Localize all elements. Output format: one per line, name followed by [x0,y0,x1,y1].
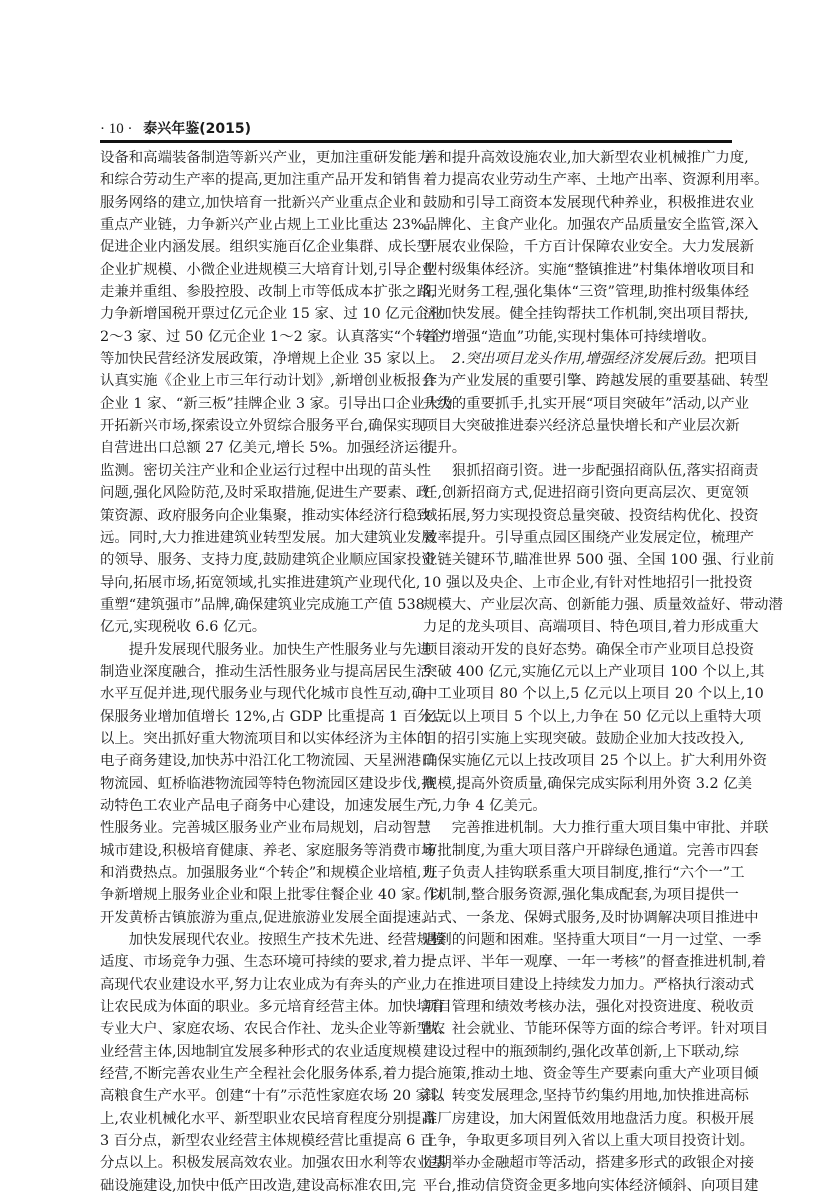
header-rule [100,140,732,143]
text-line: 电子商务建设,加快苏中沿江化工物流园、天星洲港口 [100,753,436,770]
paragraph [423,817,769,1197]
text-line: 鼓励和引导工商资本发展现代种养业，积极推进农业 [423,194,754,211]
text-line: 策资源、政府服务向企业集聚，推动实体经济行稳致 [100,507,431,524]
text-line: 济加快发展。健全挂钩帮扶工作机制,突出项目帮扶, [423,306,749,323]
text-line: 企业 1 家、“新三板”挂牌企业 3 家。引导出口企业大力 [100,395,454,412]
text-line [423,348,758,370]
text-line: 建设过程中的瓶颈制约,强化改革创新,上下联动,综 [423,1043,739,1060]
paragraph [100,639,446,929]
text-line: 着力提高农业劳动生产率、土地产出率、资源利用率。 [423,172,769,189]
text-line: 促进企业内涵发展。组织实施百亿企业集群、成长型 [100,239,431,256]
right-column [423,147,783,1197]
text-line: 提升发展现代服务业。加快生产性服务业与先进 [128,641,432,658]
text-line: 监测。密切关注产业和企业运行过程中出现的苗头性 [100,462,431,479]
text-line: 经营,不断完善农业生产全程社会化服务体系,着力提 [100,1066,426,1083]
text-line: 设备和高端装备制造等新兴产业，更加注重研发能力 [100,150,431,166]
text-line: 定期举办金融超市等活动，搭建多形式的政银企对接 [423,1155,754,1172]
text-line: 型村级集体经济。实施“整镇推进”村集体增收项目和 [423,261,755,278]
text-line: 项目滚动开发的良好态势。确保全市产业项目总投资 [423,641,754,658]
text-line: 制造业深度融合，推动生活性服务业与提高居民生活 [100,663,431,680]
text-line: 中工业项目 80 个以上,5 亿元以上项目 20 个以上,10 [423,686,764,703]
text-line: 开展农业保险，千方百计保障农业安全。大力发展新 [423,239,754,256]
text-line: 项目大突破推进泰兴经济总量快增长和产业层次新 [423,418,740,435]
text-line: 以上。突出抓好重大物流项目和以实体经济为主体的 [100,730,431,747]
text-line: 狠抓招商引资。进一步配强招商队伍,落实招商责 [451,462,759,479]
text-line: 作为产业发展的重要引擎、跨越发展的重要基础、转型 [423,373,769,390]
text-line: 分点以上。积极发展高效农业。加强农田水利等农业基 [100,1155,446,1172]
text-line: 高现代农业建设水平,努力让农业成为有奔头的产业, [100,976,426,993]
text-line: 确保实施亿元以上技改项目 25 个以上。扩大利用外资 [423,753,768,770]
left-column [100,147,454,1197]
text-line: 等加快民营经济发展政策，净增规上企业 35 家以上。 [100,351,445,368]
text-line: 动特色工农业产品电子商务中心建设，加速发展生产 [100,797,431,814]
text-line: 加快发展现代农业。按照生产技术先进、经营规模 [128,932,446,949]
text-line: 远。同时,大力推进建筑业转型发展。加大建筑业发展 [100,529,436,546]
text-line: 导向,拓展市场,拓宽领域,扎实推进建筑产业现代化, [100,574,421,591]
paragraph [423,460,783,818]
paragraph [423,147,769,348]
text-line: 10 强以及央企、上市企业,有针对性地招引一批投资 [423,574,753,591]
text-line: 走兼并重组、参股控股、改制上市等低成本扩张之路, [100,284,436,301]
text-line: 的领导、服务、支持力度,鼓励建筑企业顺应国家投资 [100,552,436,569]
text-line: 亿元以上项目 5 个以上,力争在 50 亿元以上重特大项 [423,708,762,725]
text-line: 准厂房建设，加大闲置低效用地盘活力度。积极开展 [423,1110,754,1127]
text-line: 提升。 [423,440,467,457]
paragraph [423,348,769,460]
text-line: 水平互促并进,现代服务业与现代化城市良性互动,确 [100,686,426,703]
text-line: 2～3 家、过 50 亿元企业 1～2 家。认真落实“个转企” [100,328,452,345]
text-line: 献、社会就业、节能环保等方面的综合考评。针对项目 [423,1021,769,1038]
text-line: 任,创新招商方式,促进招商引资向更高层次、更宽领 [423,485,749,502]
text-line: 规模大、产业层次高、创新能力强、质量效益好、带动潜 [423,596,783,613]
text-line: 品牌化、主食产业化。加强农产品质量安全监管,深入 [423,217,759,234]
section-heading: 2.突出项目龙头作用,增强经济发展后劲。 [451,351,715,368]
text-line: 规模,提高外资质量,确保完成实际利用外资 3.2 亿美 [423,775,752,792]
text-line: 力争新增国税开票过亿元企业 15 家、过 10 亿元企业 [100,306,443,323]
text-line: 重点产业链，力争新兴产业占规上工业比重达 23%。 [100,217,439,234]
text-line: 突破 400 亿元,实施亿元以上产业项目 100 个以上,其 [423,663,765,680]
text-line: 作机制,整合服务资源,强化集成配套,为项目提供一 [423,887,739,904]
text-line: 物流园、虹桥临港物流园等特色物流园区建设步伐,推 [100,775,436,792]
text-line: 班子负责人挂钩联系重大项目制度,推行“六个一”工 [423,865,745,881]
text-line: 高粮食生产水平。创建“十有”示范性家庭农场 20 家以 [100,1088,445,1105]
text-line: 完善推进机制。大力推行重大项目集中审批、并联 [451,820,769,837]
text-line: 和综合劳动生产率的提高,更加注重产品开发和销售 [100,172,422,189]
text-line: 合施策,推动土地、资金等生产要素向重大产业项目倾 [423,1066,759,1083]
running-header [100,118,251,138]
text-line: 自营进出口总额 27 亿美元,增长 5%。加强经济运行 [100,440,433,457]
text-line: 力足的龙头项目、高端项目、特色项目,着力形成重大 [423,619,759,636]
text-line: 域拓展,努力实现投资总量突破、投资结构优化、投资 [423,507,759,524]
text-line: 服务网络的建立,加快培育一批新兴产业重点企业和 [100,194,422,211]
text-line: 目的招引实施上实现突破。鼓励企业加大技改投入, [423,730,745,747]
text-line: 础设施建设,加快中低产田改造,建设高标准农田,完 [100,1177,416,1194]
text-line: 力在推进项目建设上持续发力加力。严格执行滚动式 [423,976,754,993]
text-line: 开发黄桥古镇旅游为重点,促进旅游业发展全面提速。 [100,909,436,926]
text-line: 亿元,实现税收 6.6 亿元。 [100,619,267,636]
text-line: 效率提升。引导重点园区围绕产业发展定位，梳理产 [423,529,754,546]
text-line: 问题,强化风险防范,及时采取措施,促进生产要素、政 [100,485,431,502]
text-line: 和消费热点。加强服务业“个转企”和规模企业培植,力 [100,865,436,881]
text-run: 把项目 [714,351,758,368]
page-number: · 10 · [100,121,133,137]
text-line: 站式、一条龙、保姆式服务,及时协调解决项目推进中 [423,909,759,926]
text-line: 业链关键环节,瞄准世界 500 强、全国 100 强、行业前 [423,552,775,569]
text-line: 专业大户、家庭农场、农民合作社、龙头企业等新型农 [100,1021,446,1038]
text-line: 善和提升高效设施农业,加大新型农业机械推广力度, [423,150,749,166]
text-line: 阳光财务工程,强化集体“三资”管理,助推村级集体经 [423,284,750,301]
text-line: 保服务业增加值增长 12%,占 GDP 比重提高 1 百分点 [100,708,446,725]
text-line: 上,农业机械化水平、新型职业农民培育程度分别提高 [100,1110,436,1127]
text-line: 平台,推动信贷资金更多地向实体经济倾斜、向项目建 [423,1177,759,1194]
text-line: 斜。转变发展理念,坚持节约集约用地,加快推进高标 [423,1088,749,1105]
text-line: 3 百分点，新型农业经营主体规模经营比重提高 6 百 [100,1133,435,1150]
text-line: 升级的重要抓手,扎实开展“项目突破年”活动,以产业 [423,395,750,412]
book-title: 泰兴年鉴(2015) [143,121,252,137]
text-line: 业经营主体,因地制宜发展多种形式的农业适度规模 [100,1043,422,1060]
text-line: 审批制度,为重大项目落户开辟绿色通道。完善市四套 [423,842,759,859]
text-line: 一点评、半年一观摩、一年一考核”的督查推进机制,着 [423,954,766,971]
text-line: 城市建设,积极培育健康、养老、家庭服务等消费市场 [100,842,436,859]
paragraph [100,929,446,1197]
text-line: 让农民成为体面的职业。多元培育经营主体。加快培育 [100,999,446,1016]
text-line: 着力增强“造血”功能,实现村集体可持续增收。 [423,328,716,345]
text-line: 争新增规上服务业企业和限上批零住餐企业 40 家。以 [100,887,445,904]
text-line: 企业扩规模、小微企业进规模三大培育计划,引导企业 [100,261,436,278]
text-line: 性服务业。完善城区服务业产业布局规划，启动智慧 [100,820,431,837]
text-line: 认真实施《企业上市三年行动计划》,新增创业板报会 [100,373,436,390]
text-line: 适度、市场竞争力强、生态环境可持续的要求,着力提 [100,954,436,971]
text-line: 遇到的问题和困难。坚持重大项目“一月一过堂、一季 [423,932,762,949]
text-line: 上争，争取更多项目列入省以上重大项目投资计划。 [423,1133,754,1150]
text-line: 开拓新兴市场,探索设立外贸综合服务平台,确保实现 [100,418,426,435]
text-line: 项目管理和绩效考核办法，强化对投资进度、税收贡 [423,999,754,1016]
text-line: 重塑“建筑强市”品牌,确保建筑业完成施工产值 538 [100,596,425,613]
text-line: 元,力争 4 亿美元。 [423,797,547,814]
